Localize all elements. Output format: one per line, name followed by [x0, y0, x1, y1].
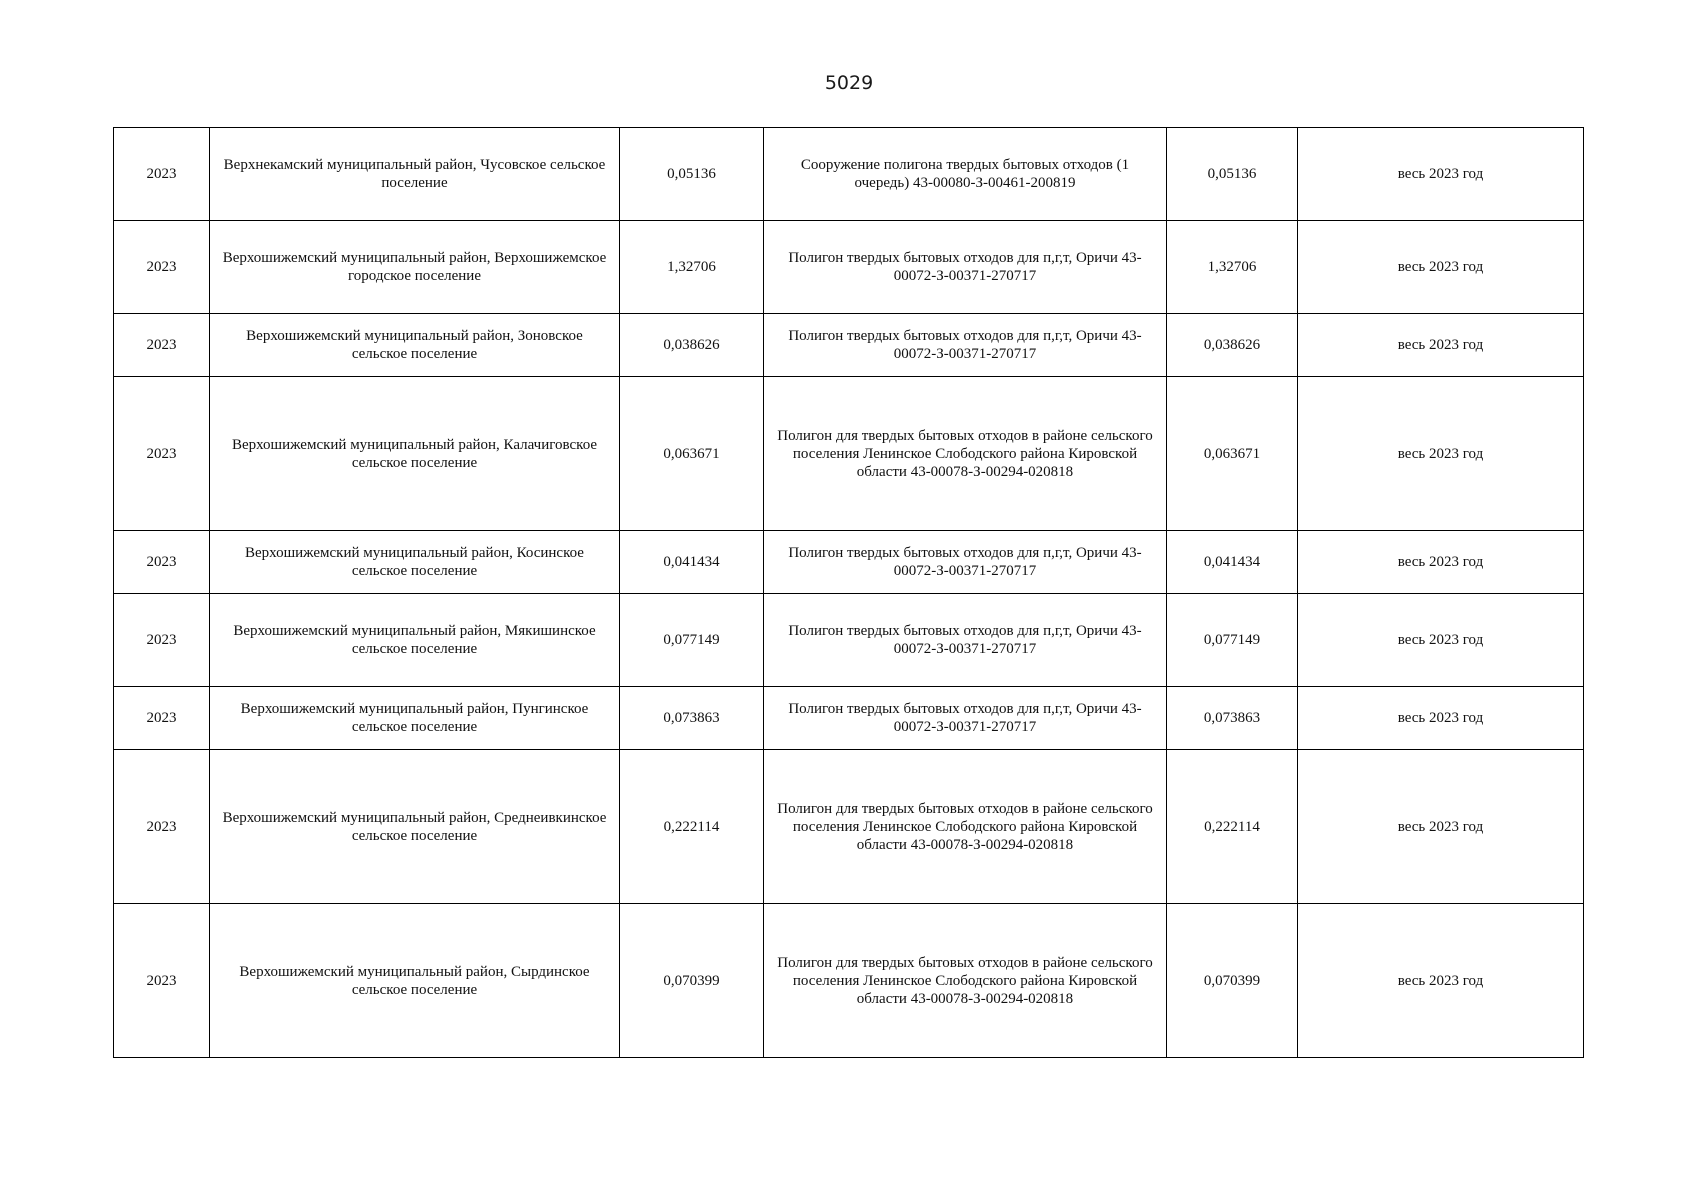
year-cell: 2023 — [114, 750, 210, 904]
facility-cell: Полигон твердых бытовых отходов для п,г,т, Оричи 43-00072-З-00371-270717 — [764, 594, 1167, 687]
period-cell: весь 2023 год — [1298, 594, 1584, 687]
facility-cell: Полигон для твердых бытовых отходов в районе сельского поселения Ленинское Слободского района Кировской области 43-00078-З-00294-020818 — [764, 750, 1167, 904]
facility-cell: Полигон твердых бытовых отходов для п,г,т, Оричи 43-00072-З-00371-270717 — [764, 314, 1167, 377]
period-cell: весь 2023 год — [1298, 687, 1584, 750]
year-cell: 2023 — [114, 594, 210, 687]
table-row — [114, 904, 1584, 1058]
territory-cell: Верхошижемский муниципальный район, Среднеивкинское сельское поселение — [210, 750, 620, 904]
mass-cell: 0,073863 — [1167, 687, 1298, 750]
waste-allocation-table — [113, 127, 1584, 1058]
volume-cell: 0,222114 — [620, 750, 764, 904]
table-row — [114, 750, 1584, 904]
territory-cell: Верхошижемский муниципальный район, Косинское сельское поселение — [210, 531, 620, 594]
year-cell: 2023 — [114, 221, 210, 314]
year-cell: 2023 — [114, 904, 210, 1058]
territory-cell: Верхошижемский муниципальный район, Зоновское сельское поселение — [210, 314, 620, 377]
territory-cell: Верхошижемский муниципальный район, Пунгинское сельское поселение — [210, 687, 620, 750]
year-cell: 2023 — [114, 687, 210, 750]
volume-cell: 0,073863 — [620, 687, 764, 750]
period-cell: весь 2023 год — [1298, 128, 1584, 221]
period-cell: весь 2023 год — [1298, 314, 1584, 377]
table-row — [114, 687, 1584, 750]
year-cell: 2023 — [114, 377, 210, 531]
territory-cell: Верхошижемский муниципальный район, Сырдинское сельское поселение — [210, 904, 620, 1058]
territory-cell: Верхошижемский муниципальный район, Мякишинское сельское поселение — [210, 594, 620, 687]
table-row — [114, 314, 1584, 377]
mass-cell: 0,038626 — [1167, 314, 1298, 377]
year-cell: 2023 — [114, 314, 210, 377]
table-row — [114, 128, 1584, 221]
period-cell: весь 2023 год — [1298, 904, 1584, 1058]
mass-cell: 1,32706 — [1167, 221, 1298, 314]
volume-cell: 0,077149 — [620, 594, 764, 687]
territory-cell: Верхошижемский муниципальный район, Калачиговское сельское поселение — [210, 377, 620, 531]
volume-cell: 0,05136 — [620, 128, 764, 221]
territory-cell: Верхнекамский муниципальный район, Чусовское сельское поселение — [210, 128, 620, 221]
facility-cell: Полигон для твердых бытовых отходов в районе сельского поселения Ленинское Слободского района Кировской области 43-00078-З-00294-020818 — [764, 904, 1167, 1058]
table-row — [114, 531, 1584, 594]
mass-cell: 0,05136 — [1167, 128, 1298, 221]
period-cell: весь 2023 год — [1298, 531, 1584, 594]
volume-cell: 0,041434 — [620, 531, 764, 594]
mass-cell: 0,041434 — [1167, 531, 1298, 594]
mass-cell: 0,070399 — [1167, 904, 1298, 1058]
year-cell: 2023 — [114, 531, 210, 594]
facility-cell: Полигон твердых бытовых отходов для п,г,т, Оричи 43-00072-З-00371-270717 — [764, 531, 1167, 594]
table-row — [114, 594, 1584, 687]
mass-cell: 0,063671 — [1167, 377, 1298, 531]
volume-cell: 0,038626 — [620, 314, 764, 377]
facility-cell: Полигон твердых бытовых отходов для п,г,т, Оричи 43-00072-З-00371-270717 — [764, 221, 1167, 314]
year-cell: 2023 — [114, 128, 210, 221]
period-cell: весь 2023 год — [1298, 377, 1584, 531]
page-number: 5029 — [824, 72, 874, 94]
period-cell: весь 2023 год — [1298, 221, 1584, 314]
territory-cell: Верхошижемский муниципальный район, Верхошижемское городское поселение — [210, 221, 620, 314]
facility-cell: Полигон твердых бытовых отходов для п,г,т, Оричи 43-00072-З-00371-270717 — [764, 687, 1167, 750]
table-row — [114, 377, 1584, 531]
mass-cell: 0,077149 — [1167, 594, 1298, 687]
volume-cell: 0,070399 — [620, 904, 764, 1058]
volume-cell: 0,063671 — [620, 377, 764, 531]
period-cell: весь 2023 год — [1298, 750, 1584, 904]
volume-cell: 1,32706 — [620, 221, 764, 314]
mass-cell: 0,222114 — [1167, 750, 1298, 904]
facility-cell: Полигон для твердых бытовых отходов в районе сельского поселения Ленинское Слободского района Кировской области 43-00078-З-00294-020818 — [764, 377, 1167, 531]
facility-cell: Сооружение полигона твердых бытовых отходов (1 очередь) 43-00080-З-00461-200819 — [764, 128, 1167, 221]
table-row — [114, 221, 1584, 314]
